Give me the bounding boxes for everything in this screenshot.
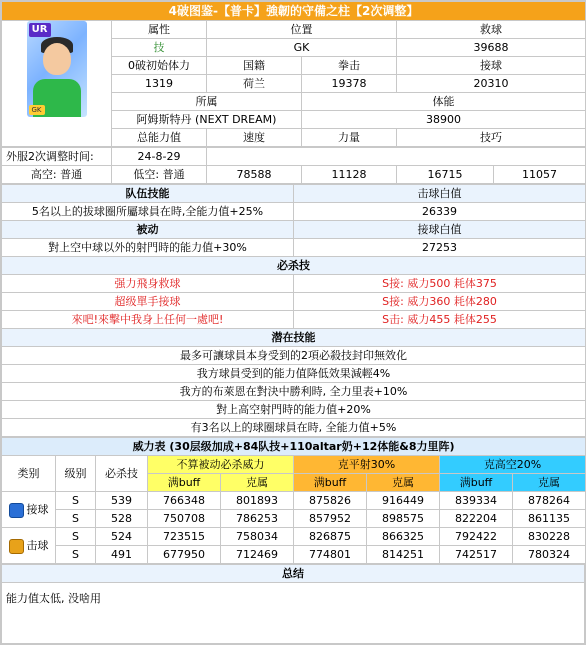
save-label: 救球 <box>397 21 586 39</box>
group-base: 不算被动必杀威力 <box>148 456 294 474</box>
special-name: 來吧!來擊中我身上任何一處吧! <box>2 311 294 329</box>
power-table <box>1 437 586 564</box>
low-air: 低空: 普通 <box>112 166 207 184</box>
total-value: 78588 <box>207 166 302 184</box>
punch-white-header: 击球白值 <box>294 185 586 203</box>
skill-value: 11057 <box>494 166 586 184</box>
catch-type-cell: 接球 <box>2 492 56 528</box>
attr-label: 属性 <box>112 21 207 39</box>
punch-label: 拳击 <box>302 57 397 75</box>
high-air: 高空: 普通 <box>2 166 112 184</box>
power-value: 16715 <box>397 166 494 184</box>
team-skill-header: 队伍技能 <box>2 185 294 203</box>
punch-white-value: 26339 <box>294 203 586 221</box>
col-level: 级别 <box>56 456 96 492</box>
punch-value: 19378 <box>302 75 397 93</box>
sub-full: 满buff <box>294 474 367 492</box>
table-row: 接球 S 539 766348 801893 875826 916449 839334 878264 <box>2 492 586 510</box>
speed-value: 11128 <box>302 166 397 184</box>
table-row: S 491 677950 712469 774801 814251 742517 780324 <box>2 546 586 564</box>
skill-label: 技巧 <box>397 129 586 147</box>
potential-header: 潜在技能 <box>2 329 586 347</box>
total-label: 总能力值 <box>112 129 207 147</box>
summary-header: 总结 <box>2 565 585 583</box>
sub-counter: 克属 <box>513 474 586 492</box>
catch-label: 接球 <box>397 57 586 75</box>
speed-label: 速度 <box>207 129 302 147</box>
col-skill: 必杀技 <box>96 456 148 492</box>
special-header: 必杀技 <box>2 257 586 275</box>
punch-icon <box>9 539 24 554</box>
summary-text: 能力值太低, 没啥用 <box>2 583 585 644</box>
phys-label: 体能 <box>302 93 586 111</box>
team-label: 所属 <box>112 93 302 111</box>
potential-item: 我方的布萊恩在對決中勝利時, 全力里表+10% <box>2 383 586 401</box>
team-skill-text: 5名以上的拔球圈所屬球員在時,全能力值+25% <box>2 203 294 221</box>
pos-value: GK <box>207 39 397 57</box>
catch-icon <box>9 503 24 518</box>
special-name: 超级單手接球 <box>2 293 294 311</box>
punch-type-cell: 击球 <box>2 528 56 564</box>
attr-value: 技 <box>112 39 207 57</box>
card-portrait <box>27 21 87 117</box>
summary-table <box>1 564 585 644</box>
group-flat: 克平射30% <box>294 456 440 474</box>
team-value: 阿姆斯特丹 (NEXT DREAM) <box>112 111 302 129</box>
pos-label: 位置 <box>207 21 397 39</box>
special-stat: S击: 威力455 耗体255 <box>294 311 586 329</box>
passive-text: 對上空中球以外的射門時的能力值+30% <box>2 239 294 257</box>
skills-table <box>1 184 586 437</box>
page-title: 4破图鉴-【普卡】強韌的守備之柱【2次调整】 <box>2 2 586 21</box>
catch-white-header: 接球白值 <box>294 221 586 239</box>
group-high: 克高空20% <box>440 456 586 474</box>
adjust-table <box>1 147 586 184</box>
nation-value: 荷兰 <box>207 75 302 93</box>
power-table-header: 威力表 (30层级加成+84队技+110altar奶+12体能&8力里阵) <box>2 438 586 456</box>
adjust-label: 外服2次调整时间: <box>2 148 112 166</box>
sub-counter: 克属 <box>367 474 440 492</box>
potential-item: 最多可讓球員本身受到的2項必殺技封印無效化 <box>2 347 586 365</box>
catch-white-value: 27253 <box>294 239 586 257</box>
special-stat: S接: 威力500 耗体375 <box>294 275 586 293</box>
potential-item: 我方球員受到的能力值降低效果減輕4% <box>2 365 586 383</box>
special-stat: S接: 威力360 耗体280 <box>294 293 586 311</box>
rarity-badge: UR <box>29 23 51 37</box>
potential-item: 對上高空射門時的能力值+20% <box>2 401 586 419</box>
sub-full: 满buff <box>440 474 513 492</box>
player-face <box>43 43 71 75</box>
special-name: 强力飛身救球 <box>2 275 294 293</box>
nation-label: 国籍 <box>207 57 302 75</box>
save-value: 39688 <box>397 39 586 57</box>
position-badge: GK <box>29 105 45 115</box>
sub-counter: 克属 <box>221 474 294 492</box>
potential-item: 有3名以上的球圈球員在時, 全能力值+5% <box>2 419 586 437</box>
stamina-label: 0破初始体力 <box>112 57 207 75</box>
table-row: S 528 750708 786253 857952 898575 822204 861135 <box>2 510 586 528</box>
phys-value: 38900 <box>302 111 586 129</box>
adjust-value: 24-8-29 <box>112 148 207 166</box>
card-info-table <box>1 1 586 147</box>
col-type: 类别 <box>2 456 56 492</box>
stamina-value: 1319 <box>112 75 207 93</box>
card-portrait-cell <box>2 21 112 147</box>
power-label: 力量 <box>302 129 397 147</box>
passive-header: 被动 <box>2 221 294 239</box>
table-row: 击球 S 524 723515 758034 826875 866325 792422 830228 <box>2 528 586 546</box>
sub-full: 满buff <box>148 474 221 492</box>
catch-value: 20310 <box>397 75 586 93</box>
